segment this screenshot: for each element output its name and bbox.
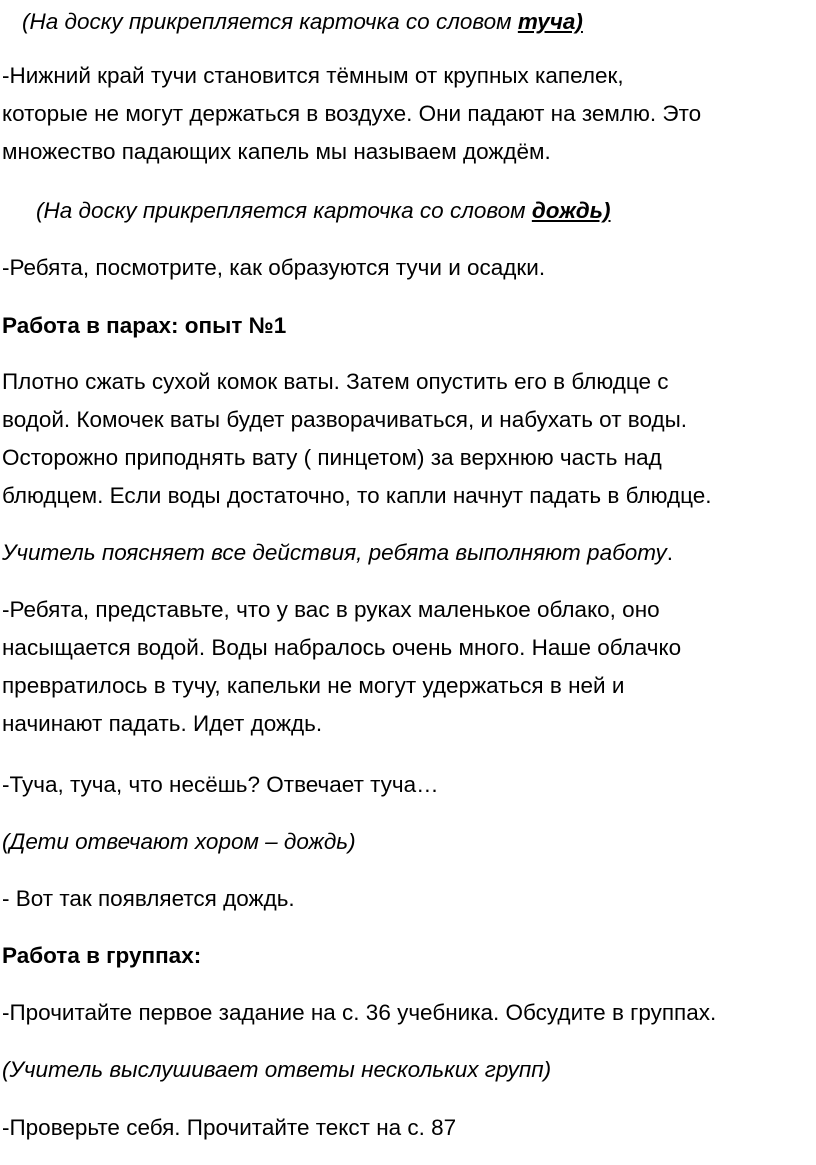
text-line: насыщается водой. Воды набралось очень много. Наше облачко <box>2 635 682 660</box>
paragraph-cloud-edge <box>2 57 701 171</box>
paragraph-children-answer: (Дети отвечают хором – дождь) <box>2 829 356 854</box>
paragraph-imagine-cloud <box>2 591 681 743</box>
text-line: блюдцем. Если воды достаточно, то капли начнут падать в блюдце. <box>2 483 712 508</box>
text-line: -Ребята, представьте, что у вас в руках маленькое облако, оно <box>2 597 660 622</box>
text-line: Осторожно приподнять вату ( пинцетом) за верхнюю часть над <box>2 445 662 470</box>
paragraph-question: -Туча, туча, что несёшь? Отвечает туча… <box>2 772 439 797</box>
heading-pair-work: Работа в парах: опыт №1 <box>2 313 287 338</box>
card-note-tucha <box>22 3 583 41</box>
teacher-explains-text: Учитель поясняет все действия, ребята выполняют работу <box>2 540 667 565</box>
card-note-text: (На доску прикрепляется карточка со словом <box>22 9 518 34</box>
paragraph-look: -Ребята, посмотрите, как образуются тучи и осадки. <box>2 255 546 280</box>
paragraph-teacher-explains <box>2 534 673 572</box>
teacher-explains-period: . <box>666 540 674 565</box>
text-line: превратилось в тучу, капельки не могут удержаться в ней и <box>2 673 625 698</box>
text-line: -Нижний край тучи становится тёмным от крупных капелек, <box>2 63 624 88</box>
text-line: начинают падать. Идет дождь. <box>2 711 323 736</box>
text-line: множество падающих капель мы называем дождём. <box>2 139 551 164</box>
card-note-text: (На доску прикрепляется карточка со словом <box>36 198 532 223</box>
paragraph-teacher-listens: (Учитель выслушивает ответы нескольких групп) <box>2 1057 552 1082</box>
text-line: Плотно сжать сухой комок ваты. Затем опустить его в блюдце с <box>2 369 669 394</box>
heading-group-work: Работа в группах: <box>2 943 202 968</box>
paragraph-rain-appears: - Вот так появляется дождь. <box>2 886 295 911</box>
paragraph-experiment <box>2 363 712 515</box>
card-word-tucha: туча) <box>517 9 583 34</box>
card-note-dozhd <box>36 192 611 230</box>
text-line: водой. Комочек ваты будет разворачиваться, и набухать от воды. <box>2 407 688 432</box>
card-word-dozhd: дождь) <box>531 198 611 223</box>
paragraph-check-yourself: -Проверьте себя. Прочитайте текст на с. 87 <box>2 1115 457 1140</box>
text-line: которые не могут держаться в воздухе. Они падают на землю. Это <box>2 101 702 126</box>
paragraph-read-task: -Прочитайте первое задание на с. 36 учебника. Обсудите в группах. <box>2 1000 717 1025</box>
